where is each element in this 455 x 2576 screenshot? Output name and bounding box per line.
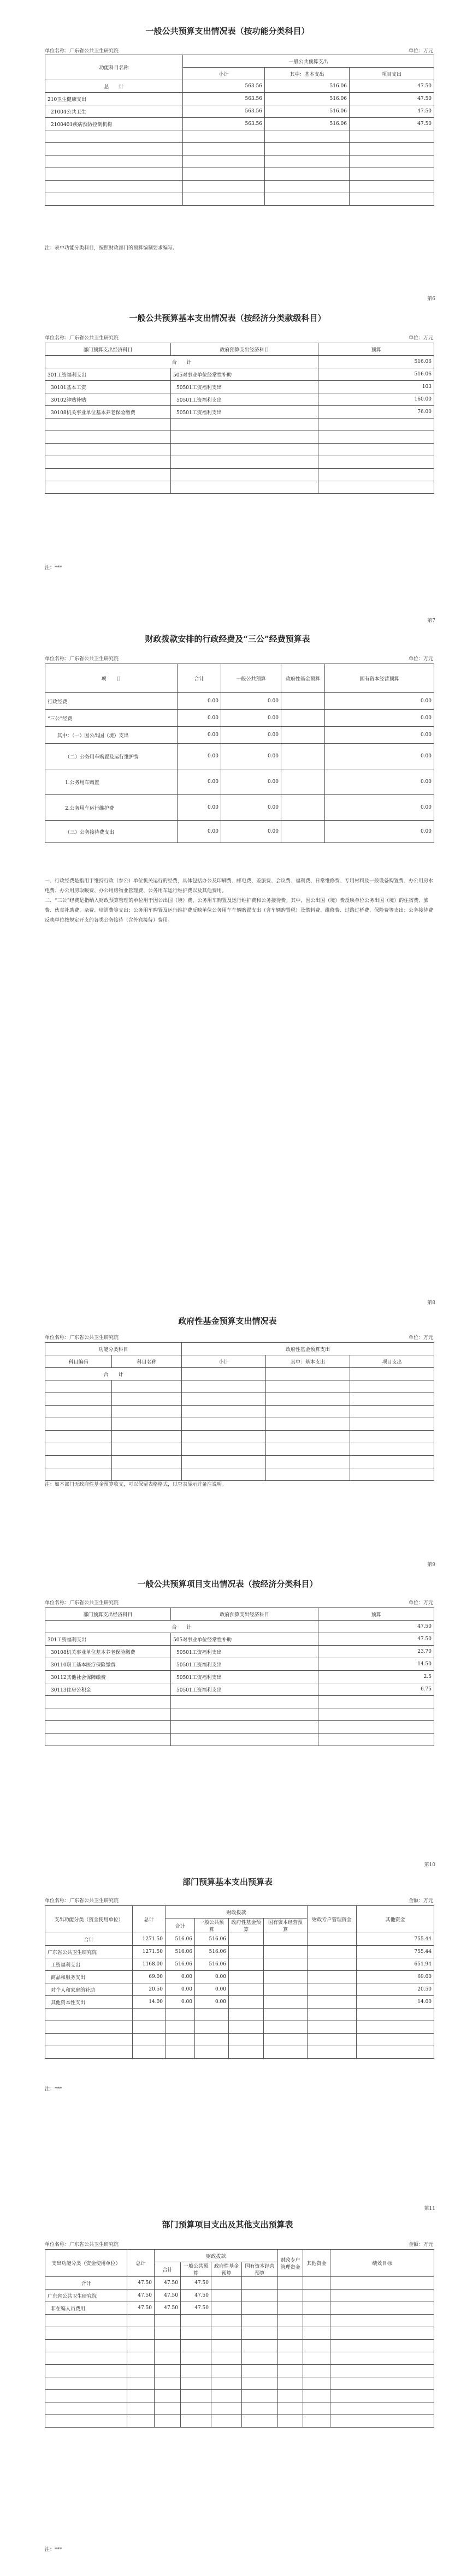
unit-label: 单位：万元 [408,656,433,662]
header-fee: 财政专户管理资金 [308,1906,357,1933]
unit-org: 单位名称：广东省公共卫生研究院 [45,1600,119,1606]
header-group: 一般公共预算支出 [183,55,434,68]
table-row: 工资福利支出 1168.00 516.06 516.06 651.94 [45,1958,434,1971]
page-number: 第7 [427,618,435,624]
header-fin-total: 合计 [166,1918,195,1933]
empty-row [45,1708,434,1721]
header-fin: 财政拨款 [166,1906,308,1918]
table-row: （三）公务接待费支出 0.00 0.00 0.00 [45,821,434,843]
unit-meta [45,1334,433,1341]
header-budget: 预算 [318,343,434,356]
header-other: 其他资金 [357,1906,434,1933]
empty-row [45,2352,434,2365]
dept-basic-budget-table [45,1905,434,2059]
table-row: 30110职工基本医疗保险缴费 50501工资福利支出 14.50 [45,1658,434,1671]
empty-row [45,1406,434,1418]
page-number: 第6 [427,296,435,302]
empty-row [45,2377,434,2390]
empty-row [45,419,434,431]
empty-row [45,130,434,143]
header-total: 合计 [178,664,221,693]
empty-row [45,2415,434,2428]
empty-row [45,2402,434,2415]
page-number: 第9 [427,1562,435,1568]
header-project: 项目支出 [350,1355,434,1368]
unit-org: 单位名称：广东省公共卫生研究院 [45,1898,119,1904]
header-fin-general: 一般公共预算 [181,2262,211,2277]
empty-row [45,2315,434,2327]
unit-label: 金额：万元 [408,1898,433,1904]
empty-row [45,1418,434,1431]
header-capital: 国有资本经营预算 [325,664,434,693]
empty-row [45,1380,434,1393]
header-dept-econ: 部门预算支出经济科目 [45,1608,171,1621]
unit-meta [45,1599,433,1606]
unit-label: 单位：万元 [408,1600,433,1606]
unit-meta [45,334,433,341]
header-fin-general: 一般公共预算 [195,1918,229,1933]
table-note [45,876,434,925]
header-subtotal: 小计 [183,68,265,80]
page-title: 一般公共预算基本支出情况表（按经济分类款级科目） [129,313,326,323]
header-fin-capital: 国有资本经营预算 [264,1918,308,1933]
unit-label: 单位：万元 [408,1335,433,1341]
table-row: 广东省公共卫生研究院 47.50 47.50 47.50 [45,2290,434,2302]
unit-label: 单位：万元 [408,49,433,54]
empty-row [45,431,434,444]
table-row: （二）公务用车购置及运行维护费 0.00 0.00 0.00 [45,744,434,769]
table-row: 30108机关事业单位基本养老保险缴费 50501工资福利支出 76.00 [45,406,434,419]
table-note: 注：*** [45,2547,62,2553]
header-gov-econ: 政府预算支出经济科目 [171,1608,318,1621]
table-row: 商品和服务支出 69.00 0.00 0.00 69.00 [45,1971,434,1983]
header-func: 支出功能分类（资金使用单位） [45,2250,127,2277]
empty-row [45,1443,434,1456]
table-row: 301工资福利支出 505对事业单位经常性补助 516.06 [45,368,434,381]
admin-expense-table [45,664,434,843]
header-project: 项目支出 [350,68,434,80]
empty-row [45,2390,434,2402]
note-1: 一、行政经费是指用于维持行政（参公）单位机关运行的经费，具体包括办公及印刷费、邮电费、差旅费、会议费、福利费、日常维修费、专用材料及一般设备购置费、办公用房水电费、办公用房取暖费、办公用房物业管理费、公务用车运行维护费以及其他费用。 [45,878,434,894]
table-row: 2100401疾病预防控制机构 563.56 516.06 47.50 [45,118,434,130]
header-fin-fund: 政府性基金预算 [211,2262,242,2277]
empty-row [45,143,434,156]
header-basic: 其中：基本支出 [266,1355,350,1368]
table-row: 广东省公共卫生研究院 1271.50 516.06 516.06 755.44 [45,1946,434,1958]
empty-row [45,1431,434,1443]
empty-row [45,469,434,481]
table-row: 总 计 563.56 516.06 47.50 [45,80,434,93]
header-item: 项 目 [45,664,178,693]
header-desc: 绩效目标 [330,2250,434,2277]
table-row: “三公”经费 0.00 0.00 0.00 [45,710,434,727]
empty-row [45,156,434,168]
table-row: 合 计 516.06 [45,356,434,368]
unit-meta [45,2240,433,2248]
unit-meta [45,655,433,662]
gov-fund-table [45,1342,434,1481]
header-fee: 财政专户管理资金 [278,2250,303,2277]
table-row: 210卫生健康支出 563.56 516.06 47.50 [45,93,434,105]
empty-row [45,456,434,469]
table-row: 1.公务用车购置 0.00 0.00 0.00 [45,769,434,795]
empty-row [45,2340,434,2352]
page-title: 政府性基金预算支出情况表 [178,1316,277,1326]
page-title: 一般公共预算项目支出情况表（按经济分类科目） [137,1579,318,1589]
empty-row [45,444,434,456]
header-total: 总计 [127,2250,155,2277]
table-row: 2.公务用车运行维护费 0.00 0.00 0.00 [45,795,434,821]
page-title: 财政拨款安排的行政经费及“三公”经费预算表 [145,634,310,644]
table-row: 30101基本工资 50501工资福利支出 103 [45,381,434,393]
empty-row [45,1734,434,1746]
unit-org: 单位名称：广东省公共卫生研究院 [45,656,119,662]
empty-row [45,2021,434,2034]
table-row: 非在编人员费用 47.50 47.50 47.50 [45,2302,434,2315]
basic-expenditure-table [45,343,434,494]
header-gov-econ: 政府预算支出经济科目 [171,343,318,356]
unit-org: 单位名称：广东省公共卫生研究院 [45,2242,119,2248]
header-budget: 预算 [318,1608,434,1621]
table-note: 注：如本部门无政府性基金预算收支，可以保留表格格式，以空表显示并备注说明。 [45,1482,227,1487]
header-total: 总计 [133,1906,166,1933]
table-row: 合计 47.50 47.50 47.50 [45,2277,434,2290]
header-func: 功能分类科目 [45,1343,182,1355]
table-row: 30108机关事业单位基本养老保险缴费 50501工资福利支出 23.70 [45,1646,434,1658]
functional-table [45,55,434,206]
table-note: 注：表中功能分类科目，按照财政部门的预算编制要求编写。 [45,246,178,251]
header-name: 科目名称 [112,1355,182,1368]
empty-row [45,2327,434,2340]
header-fin-capital: 国有资本经营预算 [242,2262,278,2277]
unit-org: 单位名称：广东省公共卫生研究院 [45,1335,119,1341]
table-row: 30112其他社会保障缴费 50501工资福利支出 2.5 [45,1671,434,1683]
header-fund: 政府性基金预算 [281,664,325,693]
header-func: 支出功能分类（资金使用单位） [45,1906,133,1933]
unit-org: 单位名称：广东省公共卫生研究院 [45,336,119,341]
page-title: 部门预算项目支出及其他支出预算表 [162,2220,293,2230]
unit-org: 单位名称：广东省公共卫生研究院 [45,49,119,54]
table-row: 对个人和家庭的补助 20.50 0.00 0.00 20.50 [45,1983,434,1996]
table-note: 注：*** [45,2087,62,2092]
table-row: 合计 1271.50 516.06 516.06 755.44 [45,1933,434,1946]
table-row: 21004公共卫生 563.56 516.06 47.50 [45,105,434,118]
page-title: 一般公共预算支出情况表（按功能分类科目） [145,26,310,36]
empty-row [45,2046,434,2059]
header-fin: 财政拨款 [155,2250,278,2262]
table-row: 其他资本性支出 14.00 0.00 0.00 14.00 [45,1996,434,2009]
header-code: 科目编码 [45,1355,112,1368]
unit-meta [45,47,433,54]
unit-label: 单位：万元 [408,336,433,341]
empty-row [45,1393,434,1406]
header-other: 其他资金 [303,2250,330,2277]
header-fin-fund: 政府性基金预算 [229,1918,264,1933]
empty-row [45,481,434,494]
empty-row [45,193,434,206]
empty-row [45,181,434,193]
note-2: 二、“三公”经费是指纳入财政预算管理的单位用于因公出国（境）费、公务用车购置及运行维护费和公务接待费。其中，因公出国（境）费反映单位公务出国（境）的住宿费、旅费、伙食补助费、杂费、培训费等支出；公务用车购置及运行维护费反映单位公务用车车辆购置支出（含车辆购置税）及燃料费、维修费、过路过桥费、保险费等支出；公务接待费反映单位按规定开支的各类公务接待（含外宾接待）费用。 [45,898,434,923]
empty-row [45,1456,434,1468]
table-note: 注：*** [45,565,62,571]
empty-row [45,2034,434,2046]
table-row: 301工资福利支出 505对事业单位经常性补助 47.50 [45,1633,434,1646]
empty-row [45,1696,434,1708]
table-row: 其中：（一）因公出国（境）支出 0.00 0.00 0.00 [45,727,434,744]
page-number: 第11 [424,2206,435,2212]
empty-row [45,1721,434,1734]
empty-row [45,168,434,181]
table-row: 30102津贴补贴 50501工资福利支出 160.00 [45,393,434,406]
table-row: 合 计 [45,1368,434,1380]
header-subject: 功能科目名称 [45,55,183,80]
unit-label: 金额：万元 [408,2242,433,2248]
table-row: 合 计 47.50 [45,1621,434,1633]
header-basic: 其中：基本支出 [265,68,350,80]
dept-project-budget-table [45,2249,434,2428]
header-fund: 政府性基金预算支出 [182,1343,434,1355]
page-title: 部门预算基本支出预算表 [182,1877,273,1887]
header-dept-econ: 部门预算支出经济科目 [45,343,171,356]
project-expenditure-table [45,1607,434,1746]
empty-row [45,2365,434,2377]
table-row: 行政经费 0.00 0.00 0.00 [45,693,434,710]
page-number: 第10 [424,1862,435,1868]
table-row: 30113住房公积金 50501工资福利支出 6.75 [45,1683,434,1696]
page-number: 第8 [427,1300,435,1306]
empty-row [45,1468,434,1481]
header-general: 一般公共预算 [221,664,281,693]
empty-row [45,2009,434,2021]
unit-meta [45,1897,433,1904]
header-fin-total: 合计 [155,2262,181,2277]
header-subtotal: 小计 [182,1355,266,1368]
